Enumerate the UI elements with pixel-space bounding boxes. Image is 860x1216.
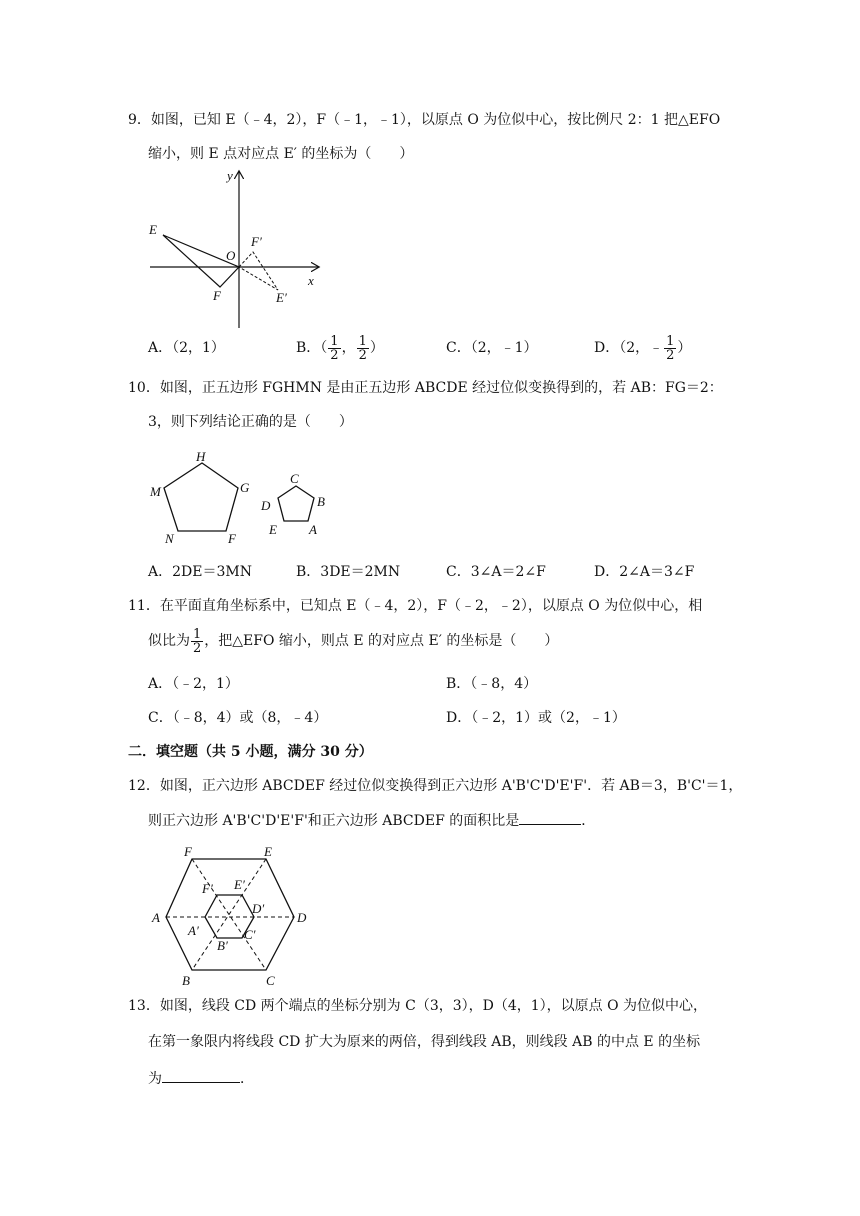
q9-figure: [140, 166, 330, 332]
q10-figure: [140, 446, 340, 550]
q13-line1: [128, 996, 707, 1016]
q9-option-c[interactable]: C．（2，﹣1）: [446, 340, 538, 356]
q9-option-b-frac1: $\frac{1}{2}$: [330, 333, 339, 363]
q9-option-b[interactable]: B．（ $\frac{1}{2}$ ， $\frac{1}{2}$ ）: [296, 333, 384, 363]
q9-option-d-frac: $\frac{1}{2}$: [666, 333, 675, 363]
q12-label-fp: F′: [202, 881, 213, 896]
q12-label-c: C: [266, 973, 275, 988]
q10-pentagon-abcde: [278, 486, 314, 521]
section-2-heading: 二．填空题（共 5 小题，满分 30 分）: [128, 744, 373, 760]
q9-option-b-frac2: $\frac{1}{2}$: [358, 333, 367, 363]
q12-answer-blank[interactable]: [519, 810, 581, 825]
q9-label-fp: F′: [251, 234, 262, 249]
q10-option-c[interactable]: C．3∠A＝2∠F: [446, 564, 546, 580]
q11-option-d[interactable]: D．（﹣2，1）或（2，﹣1）: [446, 710, 626, 726]
q13-number: 13．: [128, 998, 160, 1014]
q9-label-y: y: [227, 168, 233, 183]
q10-label-f: F: [228, 531, 236, 546]
q9-label-o: O: [226, 248, 236, 263]
q13-line3: 为 ．: [148, 1068, 254, 1089]
q10-text-1: 如图，正五边形 FGHMN 是由正五边形 ABCDE 经过位似变换得到的，若 AB：FG＝2：: [159, 380, 723, 396]
q12-text-1: 如图，正六边形 ABCDEF 经过位似变换得到正六边形 A'B'C'D'E'F'．若 AB＝3，B'C'＝1，: [159, 778, 743, 794]
q10-line2: 3，则下列结论正确的是（ ）: [148, 414, 353, 430]
q10-label-n: N: [165, 531, 174, 546]
q9-label-ep: E′: [276, 290, 287, 305]
q11-number: 11．: [128, 598, 160, 614]
q11-option-b[interactable]: B．（﹣8，4）: [446, 676, 538, 692]
q10-label-a: A: [309, 522, 317, 537]
q12-label-ap: A′: [188, 923, 199, 938]
q12-label-f: F: [184, 844, 192, 859]
q13-text-1: 如图，线段 CD 两个端点的坐标分别为 C（3，3），D（4，1），以原点 O 为位似中心，: [159, 998, 708, 1014]
q13-line2: 在第一象限内将线段 CD 扩大为原来的两倍，得到线段 AB，则线段 AB 的中点 E 的坐标: [148, 1034, 701, 1050]
q12-label-bp: B′: [217, 938, 228, 953]
q9-label-f: F: [213, 288, 221, 303]
q12-label-e: E: [264, 844, 272, 859]
q9-label-e: E: [149, 222, 157, 237]
q9-label-x: x: [308, 273, 314, 288]
q10-label-d: D: [261, 498, 271, 513]
q11-option-c[interactable]: C．（﹣8，4）或（8，﹣4）: [148, 710, 328, 726]
q9-triangle-dashed: [239, 252, 278, 290]
q10-number: 10．: [128, 380, 160, 396]
q12-label-ep: E′: [234, 877, 245, 892]
q11-frac: $\frac{1}{2}$: [193, 626, 202, 656]
q11-line1: [128, 596, 702, 616]
q12-number: 12．: [128, 778, 160, 794]
q12-line2: 则正六边形 A'B'C'D'E'F'和正六边形 ABCDEF 的面积比是 ．: [148, 810, 595, 831]
q10-option-d[interactable]: D．2∠A＝3∠F: [594, 564, 695, 580]
q11-line2: 似比为 $\frac{1}{2}$ ，把△EFO 缩小，则点 E 的对应点 E′ 的坐标是（ ）: [148, 626, 559, 656]
q9-option-a[interactable]: A．（2，1）: [148, 340, 225, 356]
q12-label-d: D: [297, 910, 307, 925]
q10-pentagon-fghmn: [164, 463, 238, 531]
q10-label-b: B: [317, 494, 325, 509]
q12-label-cp: C′: [244, 927, 256, 942]
q12-figure: [146, 842, 316, 988]
q12-label-dp: D′: [252, 901, 265, 916]
q12-line1: [128, 776, 742, 796]
q10-label-e: E: [269, 522, 277, 537]
q10-label-c: C: [290, 471, 299, 486]
q12-hexagon-abcdef: [166, 859, 294, 970]
q10-option-b[interactable]: B．3DE＝2MN: [296, 564, 401, 580]
q10-label-g: G: [240, 480, 250, 495]
q12-label-b: B: [182, 973, 190, 988]
q9-number: 9．: [128, 112, 151, 128]
q10-label-h: H: [196, 449, 206, 464]
q9-text-1: 如图，已知 E（﹣4，2），F（﹣1，﹣1），以原点 O 为位似中心，按比例尺 2：1 把△EFO: [150, 112, 721, 128]
q13-answer-blank[interactable]: [162, 1068, 240, 1083]
q9-line1: [128, 110, 720, 130]
q9-line2: 缩小，则 E 点对应点 E′ 的坐标为（ ）: [148, 146, 414, 162]
q10-option-a[interactable]: A．2DE＝3MN: [148, 564, 252, 580]
q10-label-m: M: [150, 484, 161, 499]
q9-option-d[interactable]: D．（2，﹣ $\frac{1}{2}$ ）: [594, 333, 692, 363]
q10-line1: [128, 378, 723, 398]
q12-label-a: A: [152, 910, 160, 925]
q11-option-a[interactable]: A．（﹣2，1）: [148, 676, 239, 692]
q11-text-1: 在平面直角坐标系中，已知点 E（﹣4，2），F（﹣2，﹣2），以原点 O 为位似中心，相: [159, 598, 703, 614]
